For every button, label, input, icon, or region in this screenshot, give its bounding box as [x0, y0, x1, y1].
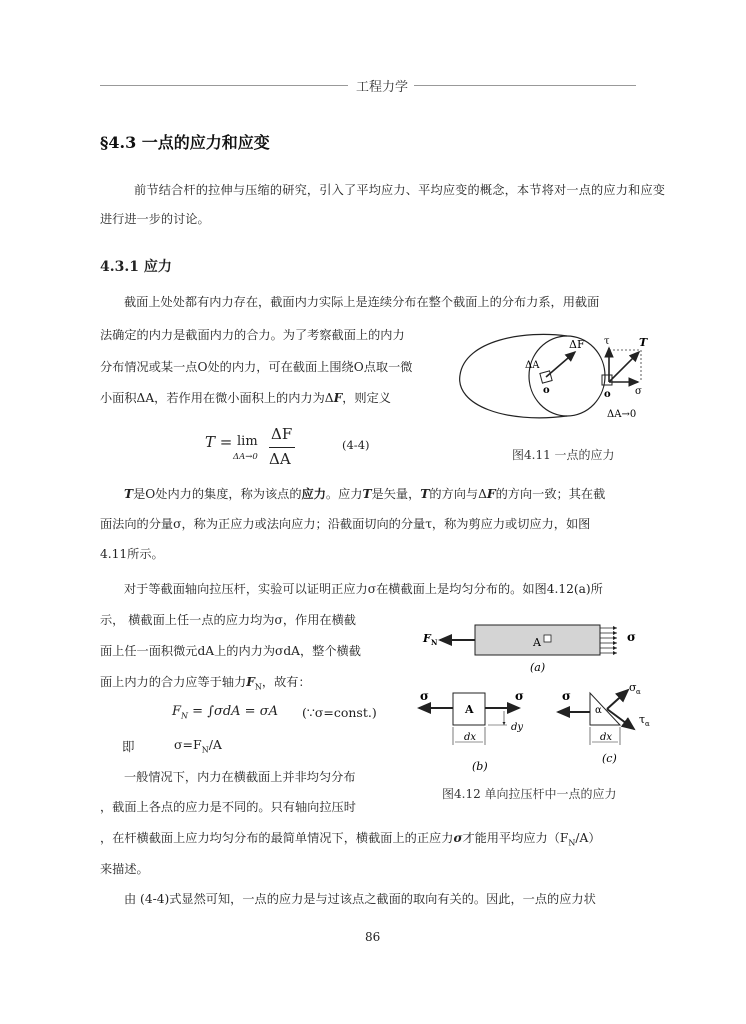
equation-axial-force — [172, 704, 278, 721]
label-delta-A: ΔA — [525, 360, 540, 371]
intro-paragraph: 前节结合杆的拉伸与压缩的研究，引入了平均应力、平均应变的概念，本节将对一点的应力和应变进行进一步的讨论。 — [100, 183, 665, 226]
text-run: ，在杆横截面上应力均匀分布的最简单情况下，横截面上的正应力 — [100, 831, 454, 845]
label-tau: τ — [604, 336, 610, 347]
vector-F: F — [486, 487, 496, 501]
paragraph-4-line-1: 一般情况下，内力在横截面上并非均匀分布 — [124, 770, 356, 784]
label-o-1: o — [543, 385, 550, 396]
text-run: 的方向一致；其在截 — [495, 487, 606, 501]
paragraph-2-line-1 — [100, 480, 665, 509]
label-limit: ΔA→0 — [607, 409, 637, 420]
paragraph-1-line-3: 分布情况或某一点O处的内力，可在截面上围绕O点取一微 — [100, 360, 413, 374]
eq-sigma-sub: N — [201, 745, 209, 755]
text-run: 是矢量， — [371, 487, 421, 501]
equation-lim: lim — [237, 434, 258, 449]
paragraph-3-line-1: 对于等截面轴向拉压杆，实验可以证明正应力σ在横截面上是均匀分布的。如图4.12(a)所 — [124, 582, 603, 596]
figure-4-12-caption: 图4.12 单向拉压杆中一点的应力 — [442, 787, 617, 801]
eq-FN-rhs: = ∫σdA = σA — [188, 704, 278, 719]
label-alpha: α — [595, 705, 602, 716]
label-dx-c: dx — [600, 732, 613, 743]
symbol-T: T — [362, 487, 372, 501]
subscript-N: N — [568, 838, 576, 848]
equation-sigma-prefix: 即 — [122, 739, 135, 754]
sigma-alpha-arrow — [607, 690, 628, 709]
point-A-square — [544, 635, 551, 642]
paragraph-1-line-2: 法确定的内力是截面内力的合力。为了考察截面上的内力 — [100, 328, 405, 342]
paragraph-1-line-4 — [100, 384, 460, 413]
label-delta-F: ΔF — [569, 338, 585, 351]
page-number: 86 — [365, 930, 381, 944]
label-A: A — [533, 636, 541, 649]
label-tau-alpha: τ — [639, 713, 646, 726]
eq-sigma-text: σ=F — [174, 737, 202, 752]
paragraph-3-line-3: 面上任一面积微元dA上的内力为σdA，整个横截 — [100, 644, 361, 658]
label-a: (a) — [530, 661, 546, 674]
header-rule-right — [414, 85, 636, 86]
symbol-F: F — [246, 675, 255, 689]
text-run: ，故有： — [261, 675, 311, 689]
label-sigma-alpha-sub: α — [636, 688, 641, 696]
paragraph-2-line-3: 4.11所示。 — [100, 547, 164, 561]
text-run: /A） — [575, 831, 601, 845]
equation-number: (4-4) — [342, 438, 370, 452]
paragraph-4-line-2: ，截面上各点的应力是不同的。只有轴向拉压时 — [100, 800, 356, 814]
label-sigma: σ — [635, 386, 642, 397]
header-rule-left — [100, 85, 348, 86]
label-dx-b: dx — [464, 732, 477, 743]
paragraph-3-line-4 — [100, 668, 410, 701]
subsection-title: 4.3.1 应力 — [100, 259, 172, 275]
equation-lhs: T = — [205, 433, 233, 451]
figure-4-11 — [455, 330, 670, 425]
eq-FN-sub: N — [181, 711, 189, 721]
running-header: 工程力学 — [356, 80, 409, 95]
label-FN: F — [423, 632, 431, 645]
subscript-N: N — [254, 682, 262, 692]
paragraph-5: 由 (4-4)式显然可知，一点的应力是与过该点之截面的取向有关的。因此，一点的应力状 — [124, 892, 596, 906]
figure-4-12 — [415, 615, 665, 785]
equation-note: (∵σ=const.) — [302, 705, 377, 720]
text-run: 面上内力的合力应等于轴力 — [100, 675, 247, 689]
paragraph-4-line-4: 来描述。 — [100, 862, 149, 876]
label-FN-sub: N — [431, 638, 438, 647]
symbol-sigma: σ — [453, 831, 463, 845]
text-run: ，则定义 — [342, 391, 391, 405]
label-sigma-alpha: σ — [629, 681, 637, 694]
force-arrow — [546, 352, 575, 377]
equation-denominator: ΔA — [269, 450, 291, 468]
label-tau-alpha-sub: α — [645, 720, 650, 728]
label-sigma-c-left: σ — [562, 689, 571, 703]
label-b: (b) — [472, 760, 488, 773]
label-sigma-b-left: σ — [420, 689, 429, 703]
label-sigma-b-right: σ — [515, 689, 524, 703]
label-T: T — [639, 336, 648, 349]
figure-4-11-caption: 图4.11 一点的应力 — [512, 448, 615, 462]
equation-sigma — [174, 737, 222, 755]
vector-F: F — [333, 391, 343, 405]
label-dy: dy — [511, 722, 524, 733]
text-run: 小面积ΔA，若作用在微小面积上的内力为Δ — [100, 391, 334, 405]
equation-numerator: ΔF — [271, 425, 293, 443]
text-run: 才能用平均应力（F — [462, 831, 569, 845]
equation-4-4 — [205, 425, 385, 475]
symbol-T: T — [124, 487, 134, 501]
T-vector — [609, 352, 639, 382]
paragraph-3-line-2: 示， 横截面上任一点的应力均为σ，作用在横截 — [100, 613, 356, 627]
paragraph-2-line-2: 面法向的分量σ，称为正应力或法向应力；沿截面切向的分量τ，称为剪应力或切应力，如图 — [100, 517, 591, 531]
uniform-stress-arrows — [600, 628, 617, 653]
equation-lim-sub: ΔA→0 — [233, 452, 258, 462]
paragraph-4-line-3 — [100, 824, 665, 857]
eq-sigma-tail: /A — [208, 737, 222, 752]
label-c: (c) — [602, 752, 617, 765]
paragraph-1-line-1: 截面上处处都有内力存在，截面内力实际上是连续分布在整个截面上的分布力系，用截面 — [124, 295, 600, 309]
label-sigma-a: σ — [627, 630, 636, 644]
symbol-T: T — [420, 487, 430, 501]
text-run: 的方向与Δ — [429, 487, 487, 501]
label-o-2: o — [604, 389, 611, 400]
eq-FN: F — [172, 704, 182, 719]
label-A-b: A — [465, 703, 474, 716]
fraction-bar — [269, 447, 295, 448]
term-stress: 应力 — [301, 487, 326, 501]
section-title: §4.3 一点的应力和应变 — [100, 133, 270, 152]
text-run: 。应力 — [325, 487, 363, 501]
text-run: 是O处内力的集度，称为该点的 — [133, 487, 302, 501]
